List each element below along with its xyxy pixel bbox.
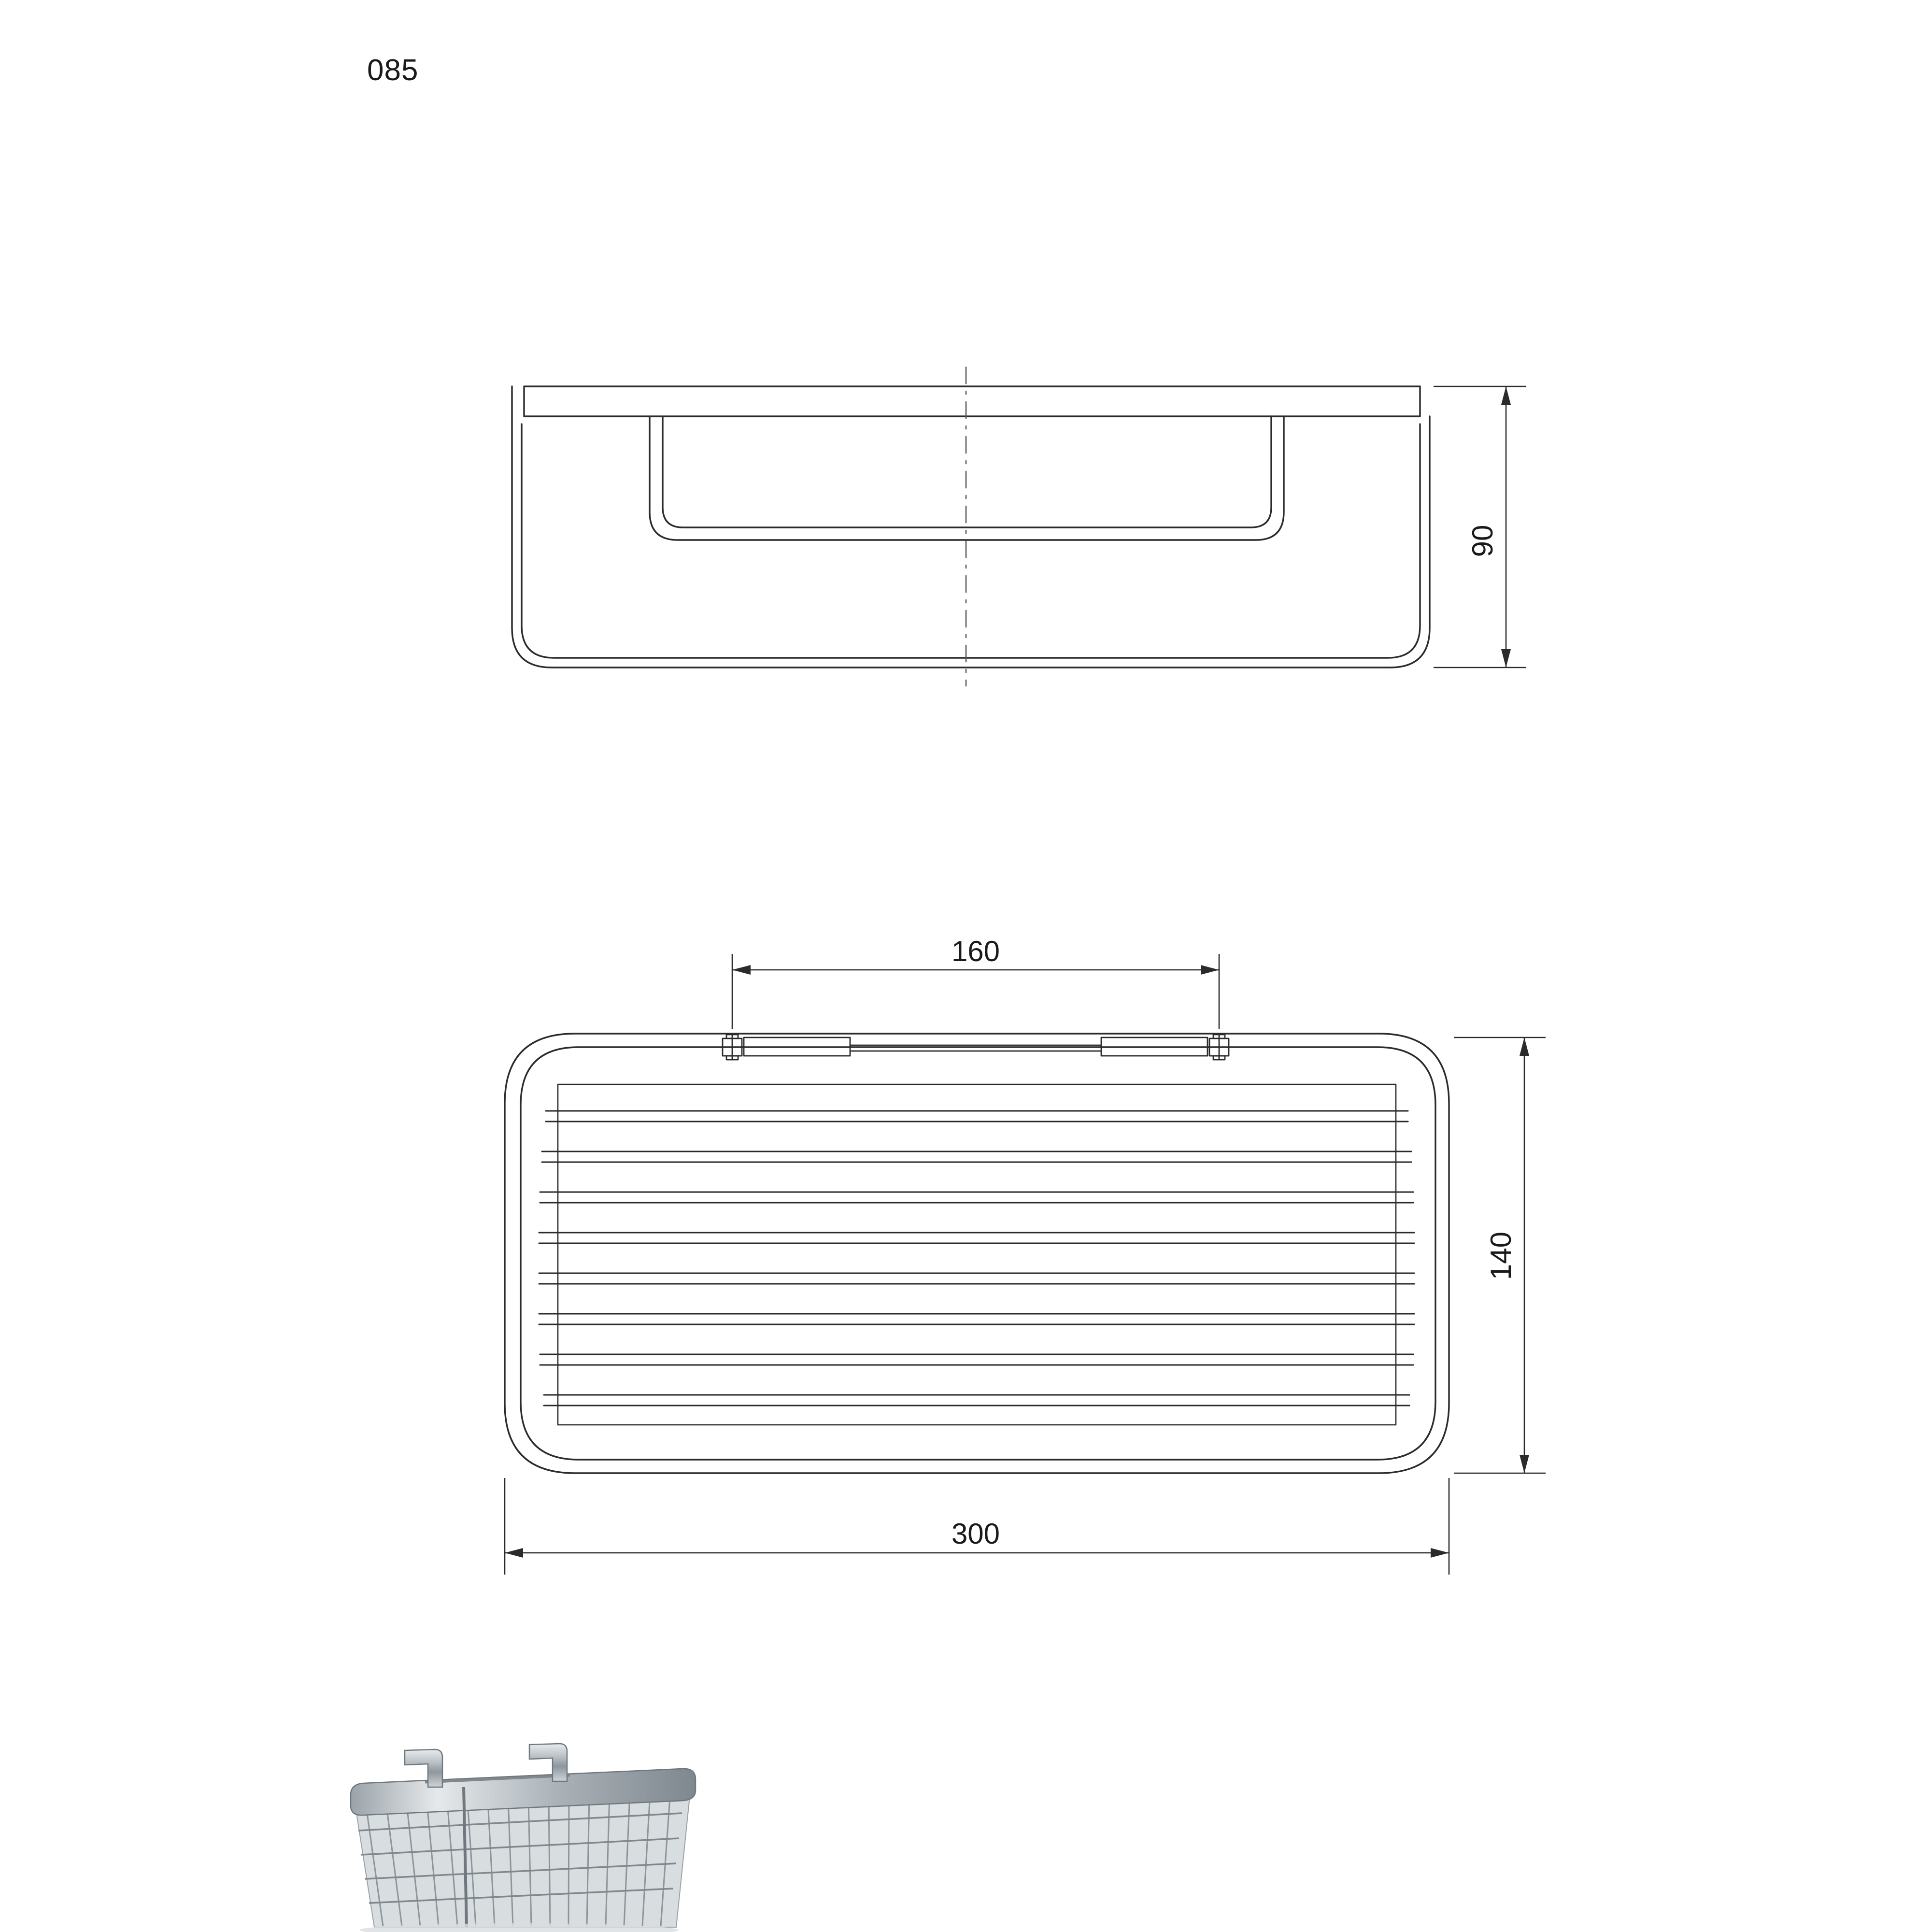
arrow-head-right xyxy=(1201,965,1219,975)
plan-wire-field-outline xyxy=(558,1084,1396,1425)
front-top-rail xyxy=(524,386,1420,416)
arrow-head-left xyxy=(505,1548,523,1558)
drawing-number-label: 085 xyxy=(367,54,419,87)
dimension-label-160: 160 xyxy=(951,935,1000,967)
front-inner-frame-2 xyxy=(663,416,1271,527)
dimension-label-300: 300 xyxy=(951,1518,1000,1550)
plan-wire-lines xyxy=(539,1111,1414,1406)
front-inner-frame xyxy=(650,416,1284,540)
dimension-label-140: 140 xyxy=(1485,1231,1517,1280)
arrow-head-left xyxy=(732,965,751,975)
top-plan-geometry xyxy=(505,1034,1449,1473)
front-basket-outline-inner xyxy=(522,424,1420,658)
arrow-head-bottom xyxy=(1520,1455,1529,1473)
product-photo-thumbnail xyxy=(351,1744,696,1932)
arrow-head-top xyxy=(1520,1037,1529,1056)
dimension-label-90: 90 xyxy=(1466,525,1499,557)
arrow-head-top xyxy=(1501,386,1511,405)
arrow-head-bottom xyxy=(1501,649,1511,668)
plan-outer-outline-inner xyxy=(521,1047,1435,1460)
plan-outer-outline xyxy=(505,1034,1449,1473)
arrow-head-right xyxy=(1431,1548,1449,1558)
